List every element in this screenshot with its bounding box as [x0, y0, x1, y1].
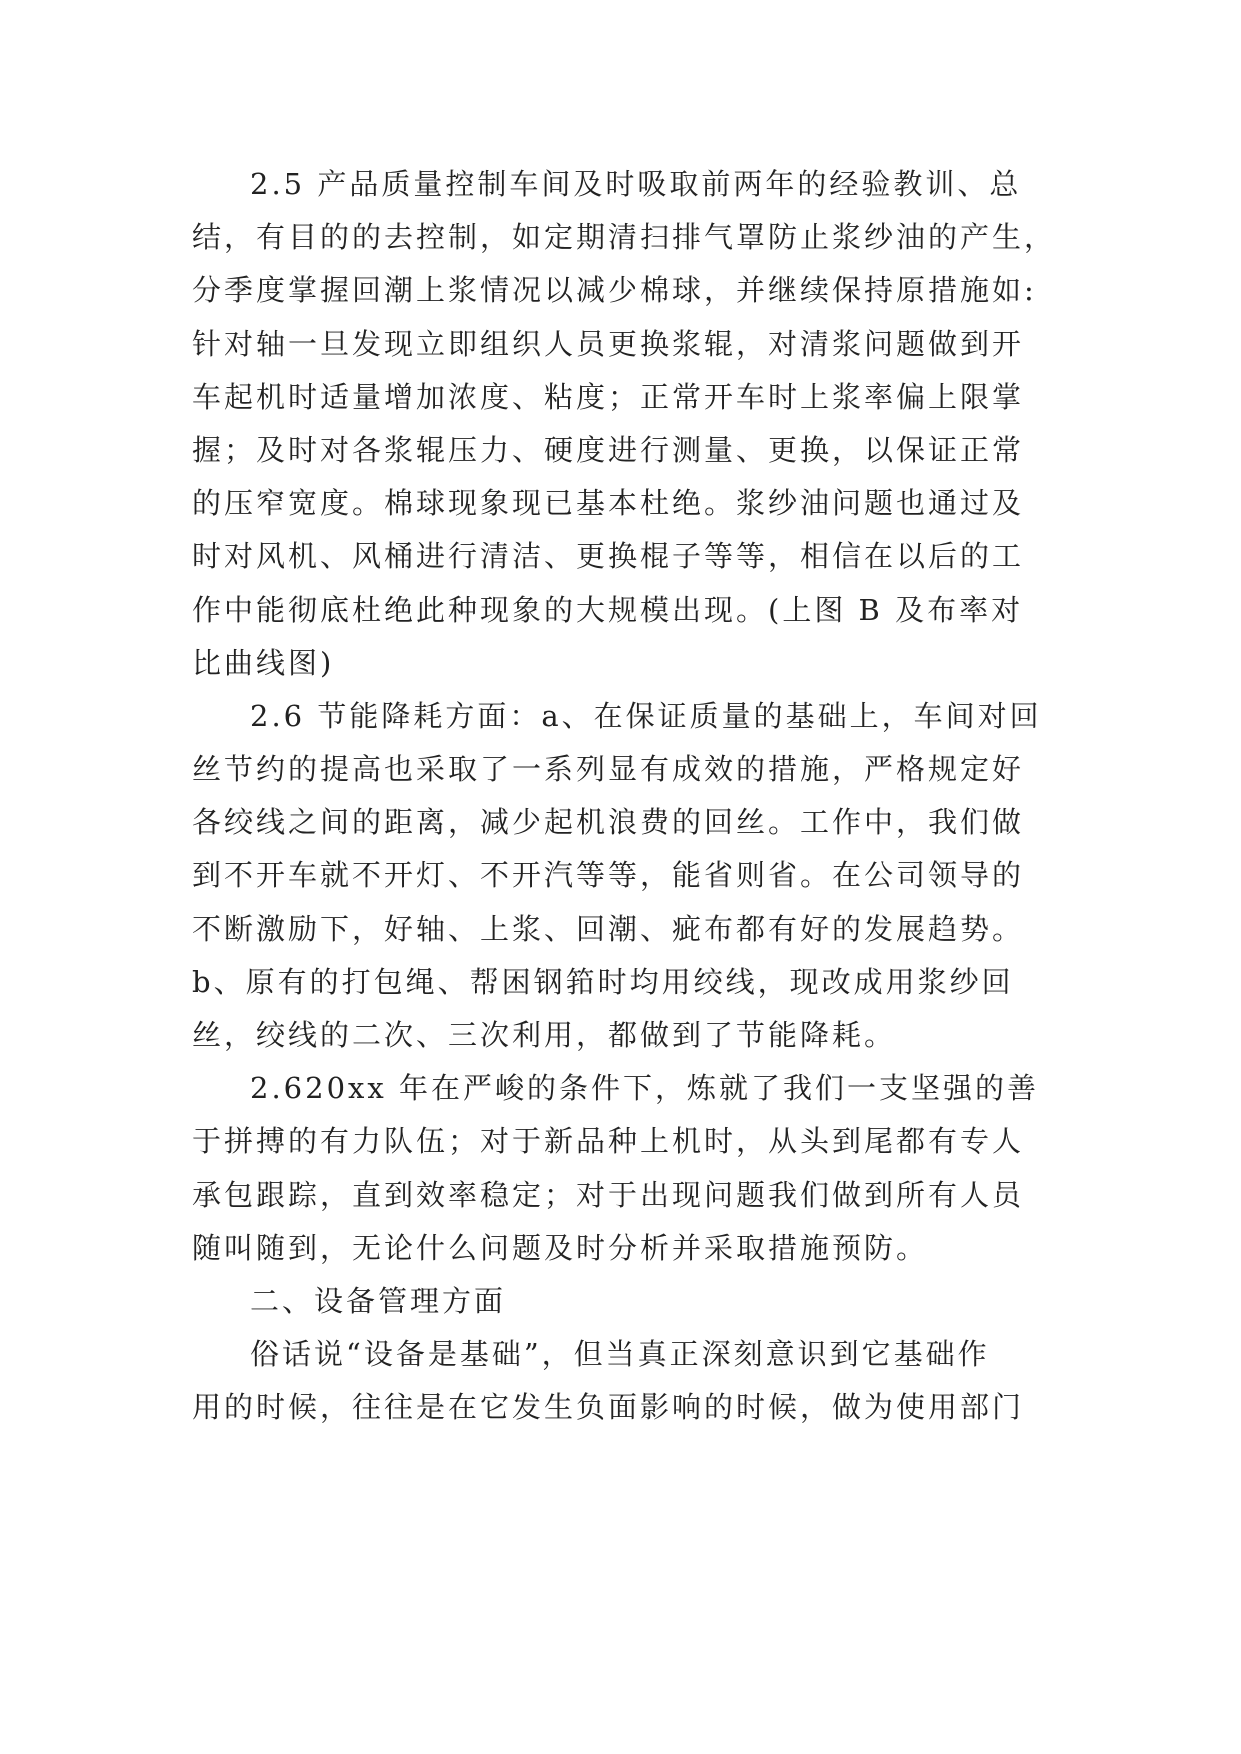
text-line: 比曲线图)	[192, 645, 335, 680]
text-line: 结，有目的的去控制，如定期清扫排气罩防止浆纱油的产生，	[192, 220, 1057, 255]
text-line: 2.5 产品质量控制车间及时吸取前两年的经验教训、总	[250, 167, 1022, 201]
text-line: 丝节约的提高也采取了一系列显有成效的措施，严格规定好	[192, 752, 1025, 787]
text-line: 于拼搏的有力队伍；对于新品种上机时，从头到尾都有专人	[192, 1124, 1025, 1159]
section-heading: 二、设备管理方面	[250, 1283, 507, 1318]
text-line: 握；及时对各浆辊压力、硬度进行测量、更换，以保证正常	[192, 432, 1025, 467]
text-line: 2.6 节能降耗方面：a、在保证质量的基础上，车间对回	[250, 698, 1042, 733]
text-line: 不断激励下，好轴、上浆、回潮、疵布都有好的发展趋势。	[192, 911, 1025, 946]
text-line: 针对轴一旦发现立即组织人员更换浆辊，对清浆问题做到开	[192, 326, 1025, 361]
text-line: 随叫随到，无论什么问题及时分析并采取措施预防。	[192, 1230, 929, 1265]
text-line: 的压窄宽度。棉球现象现已基本杜绝。浆纱油问题也通过及	[192, 486, 1025, 521]
text-line: 分季度掌握回潮上浆情况以减少棉球，并继续保持原措施如:	[192, 273, 1037, 308]
text-line: b、原有的打包绳、帮困钢筘时均用绞线，现改成用浆纱回	[192, 964, 1014, 999]
document-body	[192, 158, 1057, 1435]
text-line: 到不开车就不开灯、不开汽等等，能省则省。在公司领导的	[192, 858, 1025, 893]
text-line: 承包跟踪，直到效率稳定；对于出现问题我们做到所有人员	[192, 1177, 1025, 1212]
text-line: 用的时候，往往是在它发生负面影响的时候，做为使用部门	[192, 1390, 1025, 1425]
text-line: 俗话说“设备是基础”，但当真正深刻意识到它基础作	[250, 1337, 990, 1372]
text-line: 2.620xx 年在严峻的条件下，炼就了我们一支坚强的善	[250, 1071, 1039, 1106]
text-line: 丝，绞线的二次、三次利用，都做到了节能降耗。	[192, 1018, 897, 1052]
text-line: 各绞线之间的距离，减少起机浪费的回丝。工作中，我们做	[192, 805, 1025, 840]
text-line: 车起机时适量增加浓度、粘度；正常开车时上浆率偏上限掌	[192, 379, 1025, 414]
text-line: 作中能彻底杜绝此种现象的大规模出现。(上图 B 及布率对	[192, 592, 1024, 627]
text-line: 时对风机、风桶进行清洁、更换棍子等等，相信在以后的工	[192, 539, 1025, 574]
